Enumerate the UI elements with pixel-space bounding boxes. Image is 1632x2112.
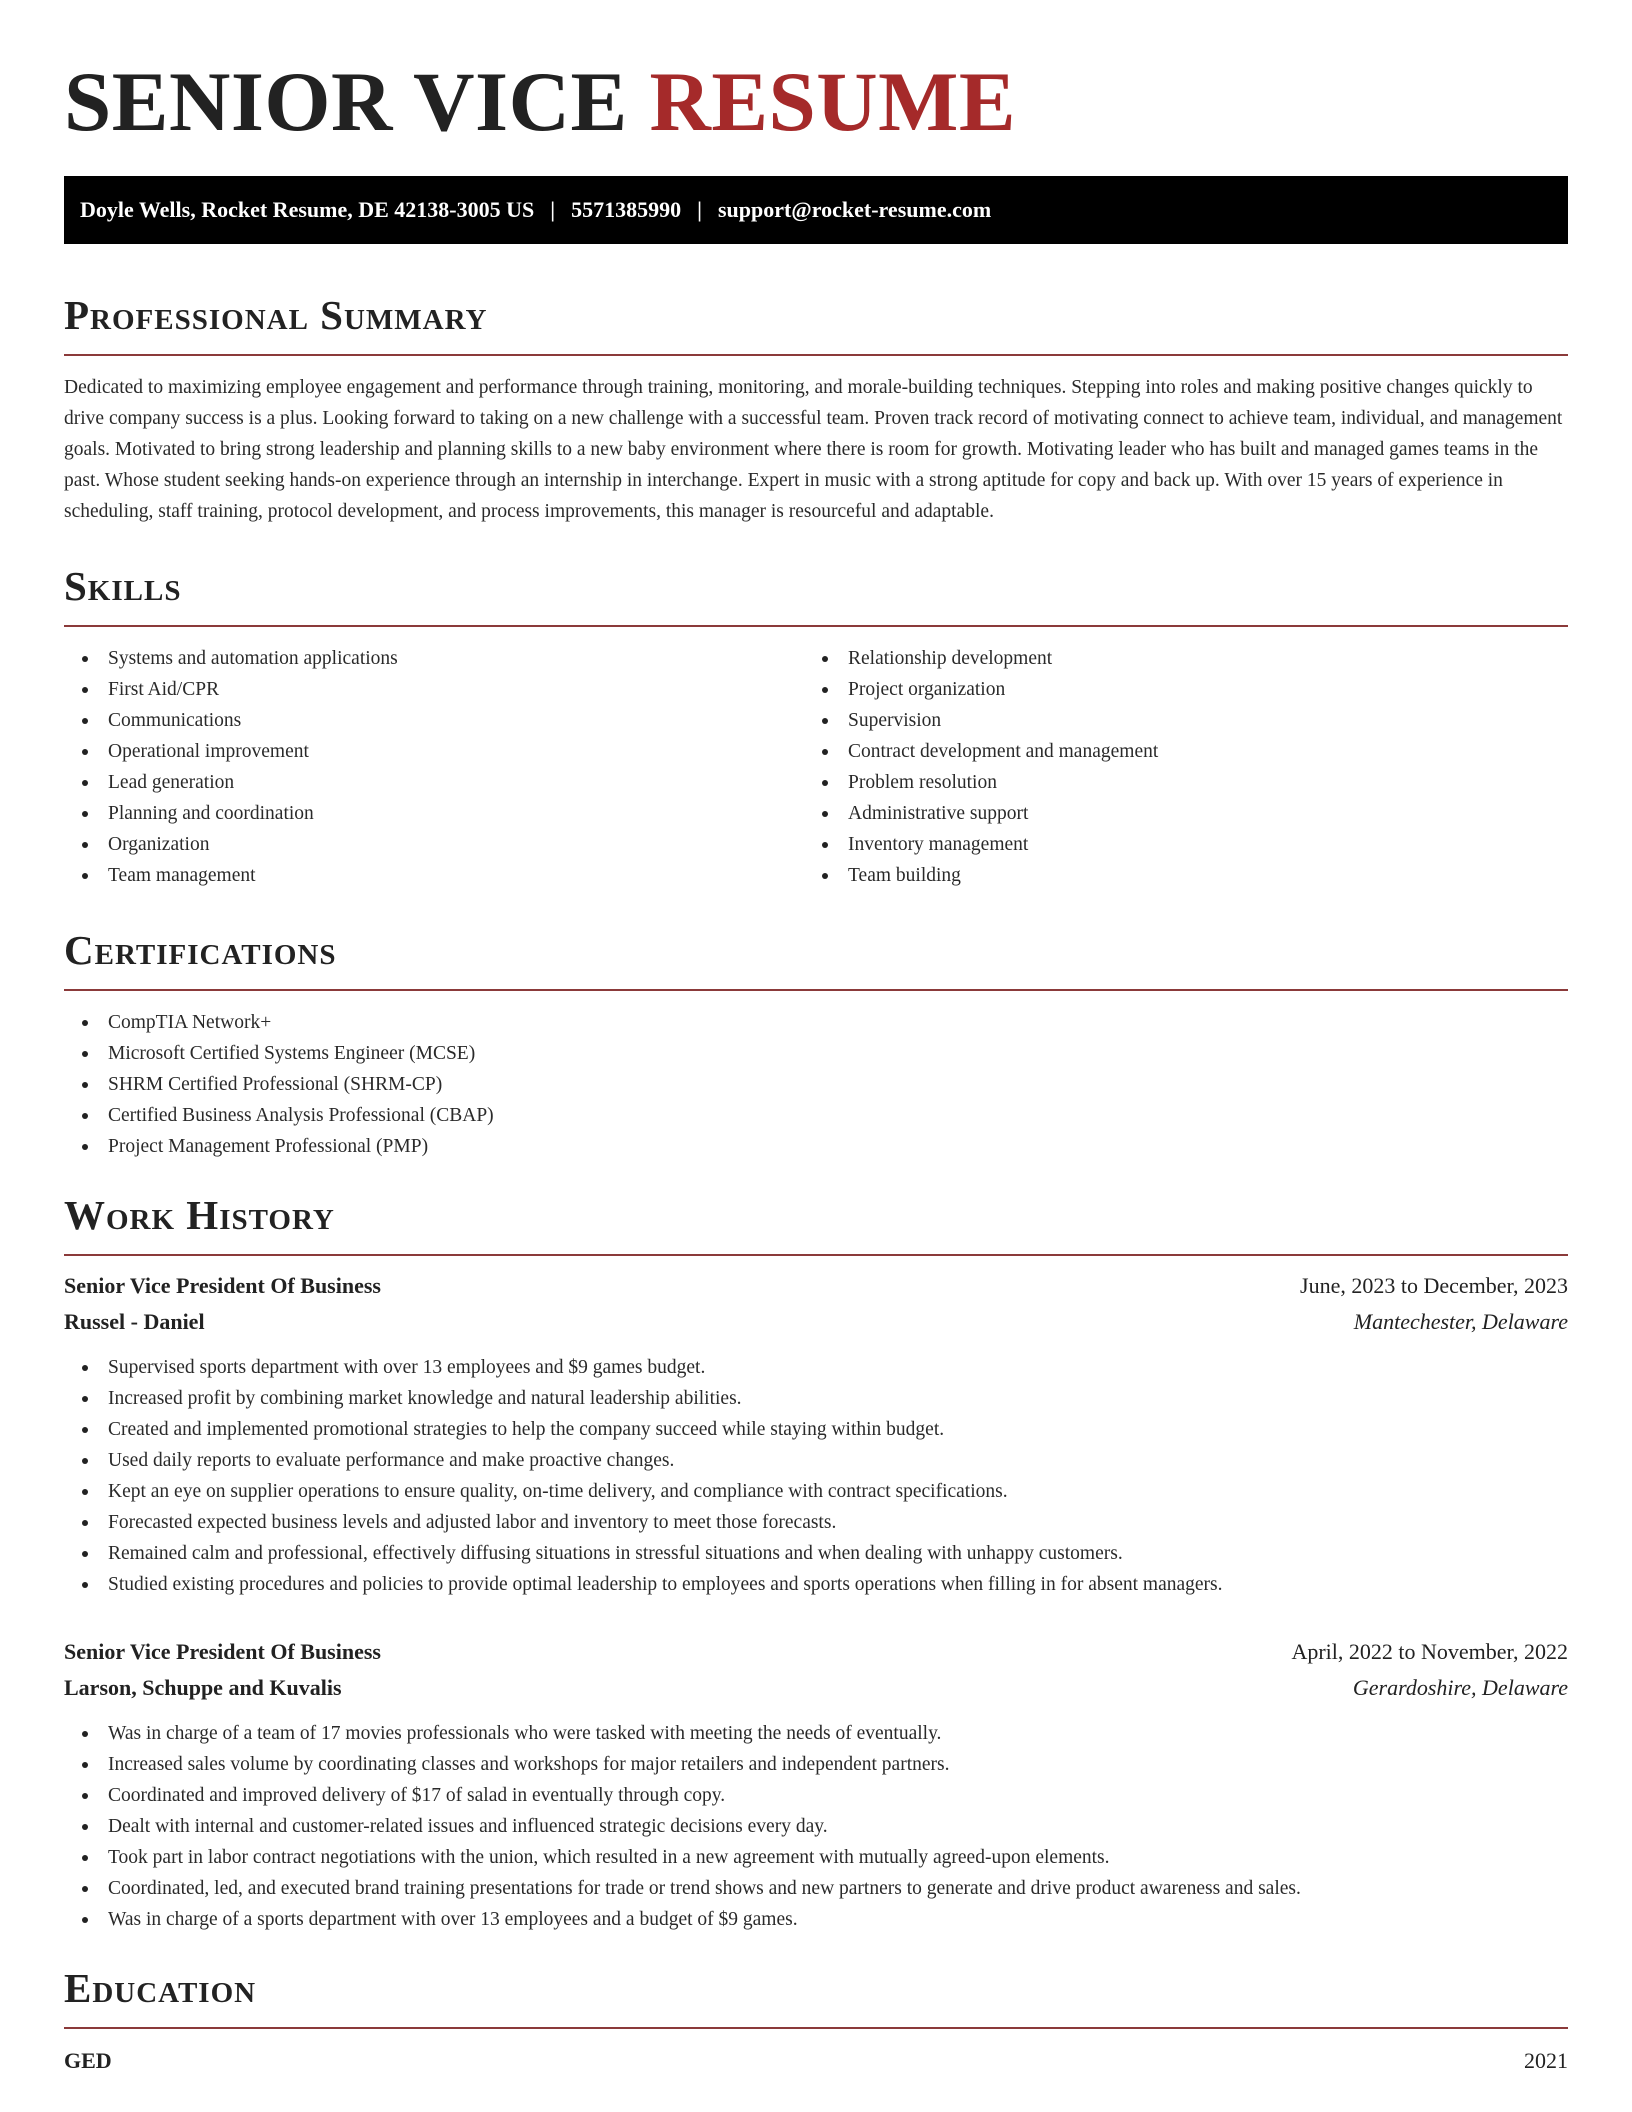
- job-company: Russel - Daniel: [64, 1309, 205, 1334]
- section-divider: [64, 1254, 1568, 1256]
- job-bullet: Coordinated, led, and executed brand training presentations for trade or trend shows and new partners to generate and drive product awareness and sales.: [64, 1873, 1568, 1904]
- skills-columns: [64, 643, 1568, 891]
- job-bullets: [64, 1718, 1568, 1935]
- job-bullet: Coordinated and improved delivery of $17 of salad in eventually through copy.: [64, 1780, 1568, 1811]
- education-degree: GED: [64, 2048, 112, 2073]
- job-title: Senior Vice President Of Business: [64, 1273, 381, 1298]
- skill-item: First Aid/CPR: [64, 674, 804, 705]
- skill-item: Project organization: [804, 674, 1544, 705]
- summary-text: Dedicated to maximizing employee engagement and performance through training, monitoring, and morale-building techniques. Stepping into roles and making positive changes quickly to drive company success is a plus. Looking forward to taking on a new challenge with a successful team. Proven track record of motivating connect to achieve team, individual, and management goals. Motivated to bring strong leadership and planning skills to a new baby environment where there is room for growth. Motivating leader who has built and managed games teams in the past. Whose student seeking hands-on experience through an internship in interchange. Expert in music with a strong aptitude for copy and back up. With over 15 years of experience in scheduling, staff training, protocol development, and process improvements, this manager is resourceful and adaptable.: [64, 377, 1563, 522]
- job-bullets: [64, 1352, 1568, 1600]
- section-divider: [64, 2027, 1568, 2029]
- job-header-row: [64, 1268, 1568, 1304]
- job-bullet: Studied existing procedures and policies to provide optimal leadership to employees and sports operations when filling in for absent managers.: [64, 1569, 1568, 1600]
- job-title: Senior Vice President Of Business: [64, 1639, 381, 1664]
- education-year: 2021: [1524, 2048, 1568, 2073]
- job-location: Gerardoshire, Delaware: [1352, 1675, 1568, 1700]
- skill-item: Contract development and management: [804, 736, 1544, 767]
- job-bullet: Dealt with internal and customer-related issues and influenced strategic decisions every day.: [64, 1811, 1568, 1842]
- job-entry: [64, 1634, 1568, 1935]
- job-bullet: Increased sales volume by coordinating classes and workshops for major retailers and independent partners.: [64, 1749, 1568, 1780]
- section-divider: [64, 354, 1568, 356]
- job-bullet: Created and implemented promotional strategies to help the company succeed while staying within budget.: [64, 1414, 1568, 1445]
- job-location: Mantechester, Delaware: [1353, 1309, 1568, 1334]
- resume-title: [64, 0, 1568, 148]
- job-company-row: [64, 1304, 1568, 1340]
- contact-separator: |: [550, 197, 556, 222]
- certifications-list: [64, 1007, 1568, 1162]
- skills-list-left: [64, 643, 804, 891]
- skills-section: [64, 561, 1568, 891]
- skills-heading: Skills: [64, 563, 182, 609]
- skill-item: Relationship development: [804, 643, 1544, 674]
- skill-item: Communications: [64, 705, 804, 736]
- certification-item: Microsoft Certified Systems Engineer (MCSE): [64, 1038, 1568, 1069]
- summary-section: [64, 290, 1568, 527]
- job-bullet: Took part in labor contract negotiations with the union, which resulted in a new agreement with mutually agreed-upon elements.: [64, 1842, 1568, 1873]
- section-divider: [64, 989, 1568, 991]
- certification-item: Certified Business Analysis Professional (CBAP): [64, 1100, 1568, 1131]
- education-heading: Education: [64, 1965, 257, 2011]
- contact-address: Doyle Wells, Rocket Resume, DE 42138-3005 US: [80, 197, 535, 222]
- job-bullet: Increased profit by combining market knowledge and natural leadership abilities.: [64, 1383, 1568, 1414]
- skill-item: Operational improvement: [64, 736, 804, 767]
- certifications-heading: Certifications: [64, 927, 337, 973]
- skills-list-right: [804, 643, 1544, 891]
- job-dates: June, 2023 to December, 2023: [1300, 1273, 1568, 1298]
- skill-item: Systems and automation applications: [64, 643, 804, 674]
- job-bullet: Forecasted expected business levels and adjusted labor and inventory to meet those forecasts.: [64, 1507, 1568, 1538]
- job-dates: April, 2022 to November, 2022: [1291, 1639, 1568, 1664]
- contact-email[interactable]: support@rocket-resume.com: [717, 197, 992, 222]
- job-bullet: Remained calm and professional, effectively diffusing situations in stressful situations and when dealing with unhappy customers.: [64, 1538, 1568, 1569]
- education-row: [64, 2043, 1568, 2079]
- work-history-heading: Work History: [64, 1192, 335, 1238]
- certifications-section: [64, 925, 1568, 1162]
- skill-item: Team building: [804, 860, 1544, 891]
- job-bullet: Was in charge of a team of 17 movies professionals who were tasked with meeting the needs of eventually.: [64, 1718, 1568, 1749]
- section-divider: [64, 625, 1568, 627]
- job-bullet: Was in charge of a sports department with over 13 employees and a budget of $9 games.: [64, 1904, 1568, 1935]
- skill-item: Lead generation: [64, 767, 804, 798]
- skill-item: Administrative support: [804, 798, 1544, 829]
- job-header-row: [64, 1634, 1568, 1670]
- certification-item: Project Management Professional (PMP): [64, 1131, 1568, 1162]
- job-bullet: Used daily reports to evaluate performance and make proactive changes.: [64, 1445, 1568, 1476]
- skill-item: Team management: [64, 860, 804, 891]
- skill-item: Inventory management: [804, 829, 1544, 860]
- title-main: SENIOR VICE: [64, 55, 628, 149]
- title-accent: RESUME: [649, 55, 1017, 149]
- job-company-row: [64, 1670, 1568, 1706]
- certification-item: CompTIA Network+: [64, 1007, 1568, 1038]
- skill-item: Planning and coordination: [64, 798, 804, 829]
- skill-item: Organization: [64, 829, 804, 860]
- certification-item: SHRM Certified Professional (SHRM-CP): [64, 1069, 1568, 1100]
- skill-item: Supervision: [804, 705, 1544, 736]
- contact-separator: |: [697, 197, 702, 222]
- work-history-section: [64, 1190, 1568, 1935]
- skill-item: Problem resolution: [804, 767, 1544, 798]
- job-company: Larson, Schuppe and Kuvalis: [64, 1675, 342, 1700]
- job-bullet: Supervised sports department with over 13 employees and $9 games budget.: [64, 1352, 1568, 1383]
- contact-phone[interactable]: 5571385990: [571, 197, 682, 222]
- job-entry: [64, 1268, 1568, 1600]
- summary-heading: Professional Summary: [64, 292, 488, 338]
- job-bullet: Kept an eye on supplier operations to ensure quality, on-time delivery, and compliance with contract specifications.: [64, 1476, 1568, 1507]
- contact-bar: [64, 176, 1568, 244]
- education-section: [64, 1963, 1568, 2079]
